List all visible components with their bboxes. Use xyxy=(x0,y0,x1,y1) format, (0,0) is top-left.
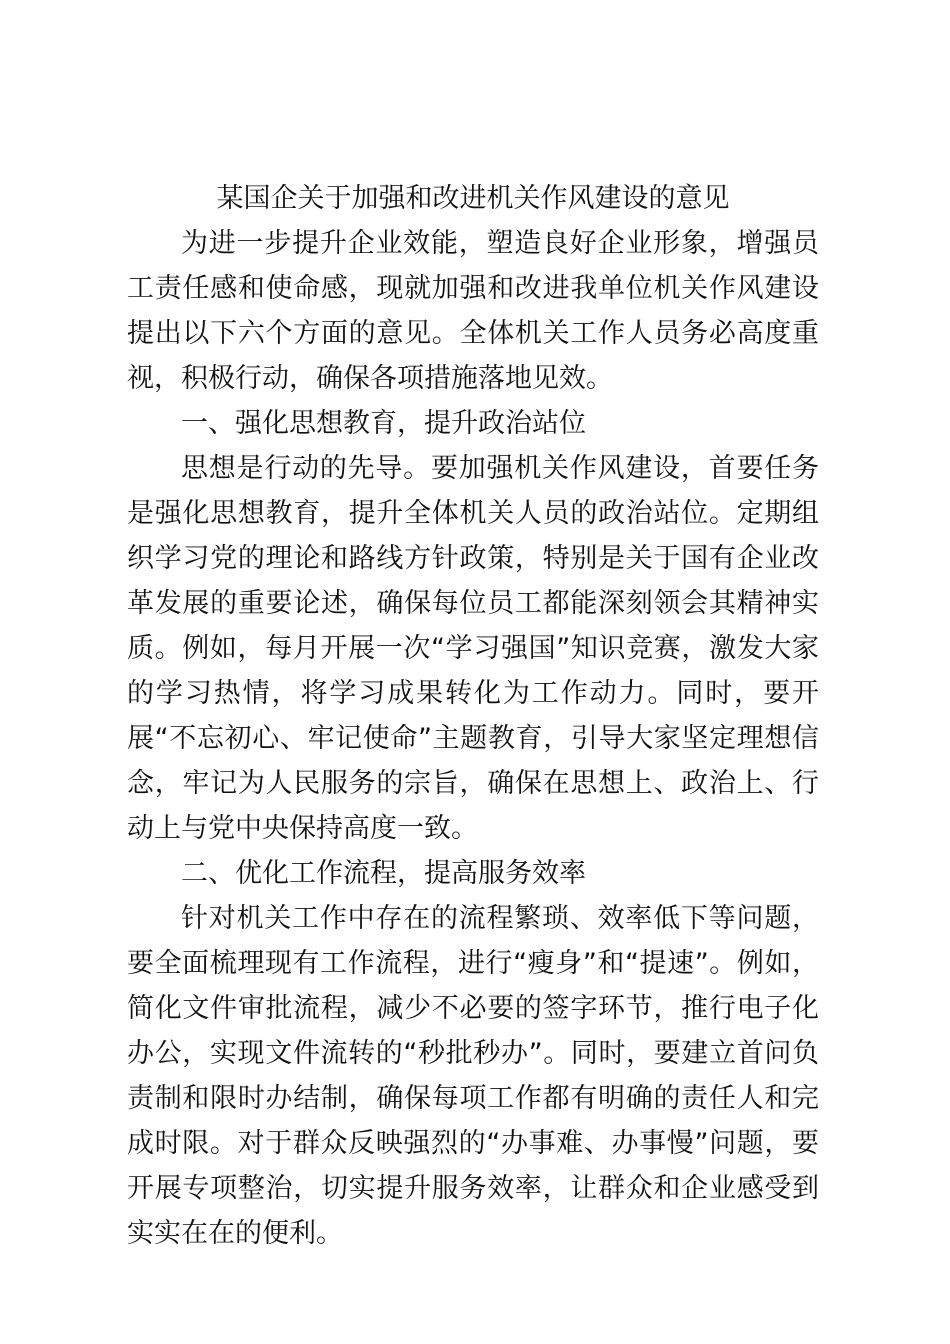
document-page xyxy=(127,176,819,1256)
section-body-1: 思想是行动的先导。要加强机关作风建设，首要任务是强化思想教育，提升全体机关人员的政治站位。定期组织学习党的理论和路线方针政策，特别是关于国有企业改革发展的重要论述，确保每位员工都能深刻领会其精神实质。例如，每月开展一次“学习强国”知识竞赛，激发大家的学习热情，将学习成果转化为工作动力。同时，要开展“不忘初心、牢记使命”主题教育，引导大家坚定理想信念，牢记为人民服务的宗旨，确保在思想上、政治上、行动上与党中央保持高度一致。 xyxy=(127,453,819,844)
section-heading-2: 二、优化工作流程，提高服务效率 xyxy=(181,858,586,889)
document-title: 某国企关于加强和改进机关作风建设的意见 xyxy=(216,183,730,214)
section-heading-1: 一、强化思想教育，提升政治站位 xyxy=(181,408,586,439)
section-body-2: 针对机关工作中存在的流程繁琐、效率低下等问题，要全面梳理现有工作流程，进行“瘦身”和“提速”。例如，简化文件审批流程，减少不必要的签字环节，推行电子化办公，实现文件流转的“秒批秒办”。同时，要建立首问负责制和限时办结制，确保每项工作都有明确的责任人和完成时限。对于群众反映强烈的“办事难、办事慢”问题，要开展专项整治，切实提升服务效率，让群众和企业感受到实实在在的便利。 xyxy=(127,903,819,1249)
intro-paragraph: 为进一步提升企业效能，塑造良好企业形象，增强员工责任感和使命感，现就加强和改进我单位机关作风建设提出以下六个方面的意见。全体机关工作人员务必高度重视，积极行动，确保各项措施落地见效。 xyxy=(127,228,819,394)
